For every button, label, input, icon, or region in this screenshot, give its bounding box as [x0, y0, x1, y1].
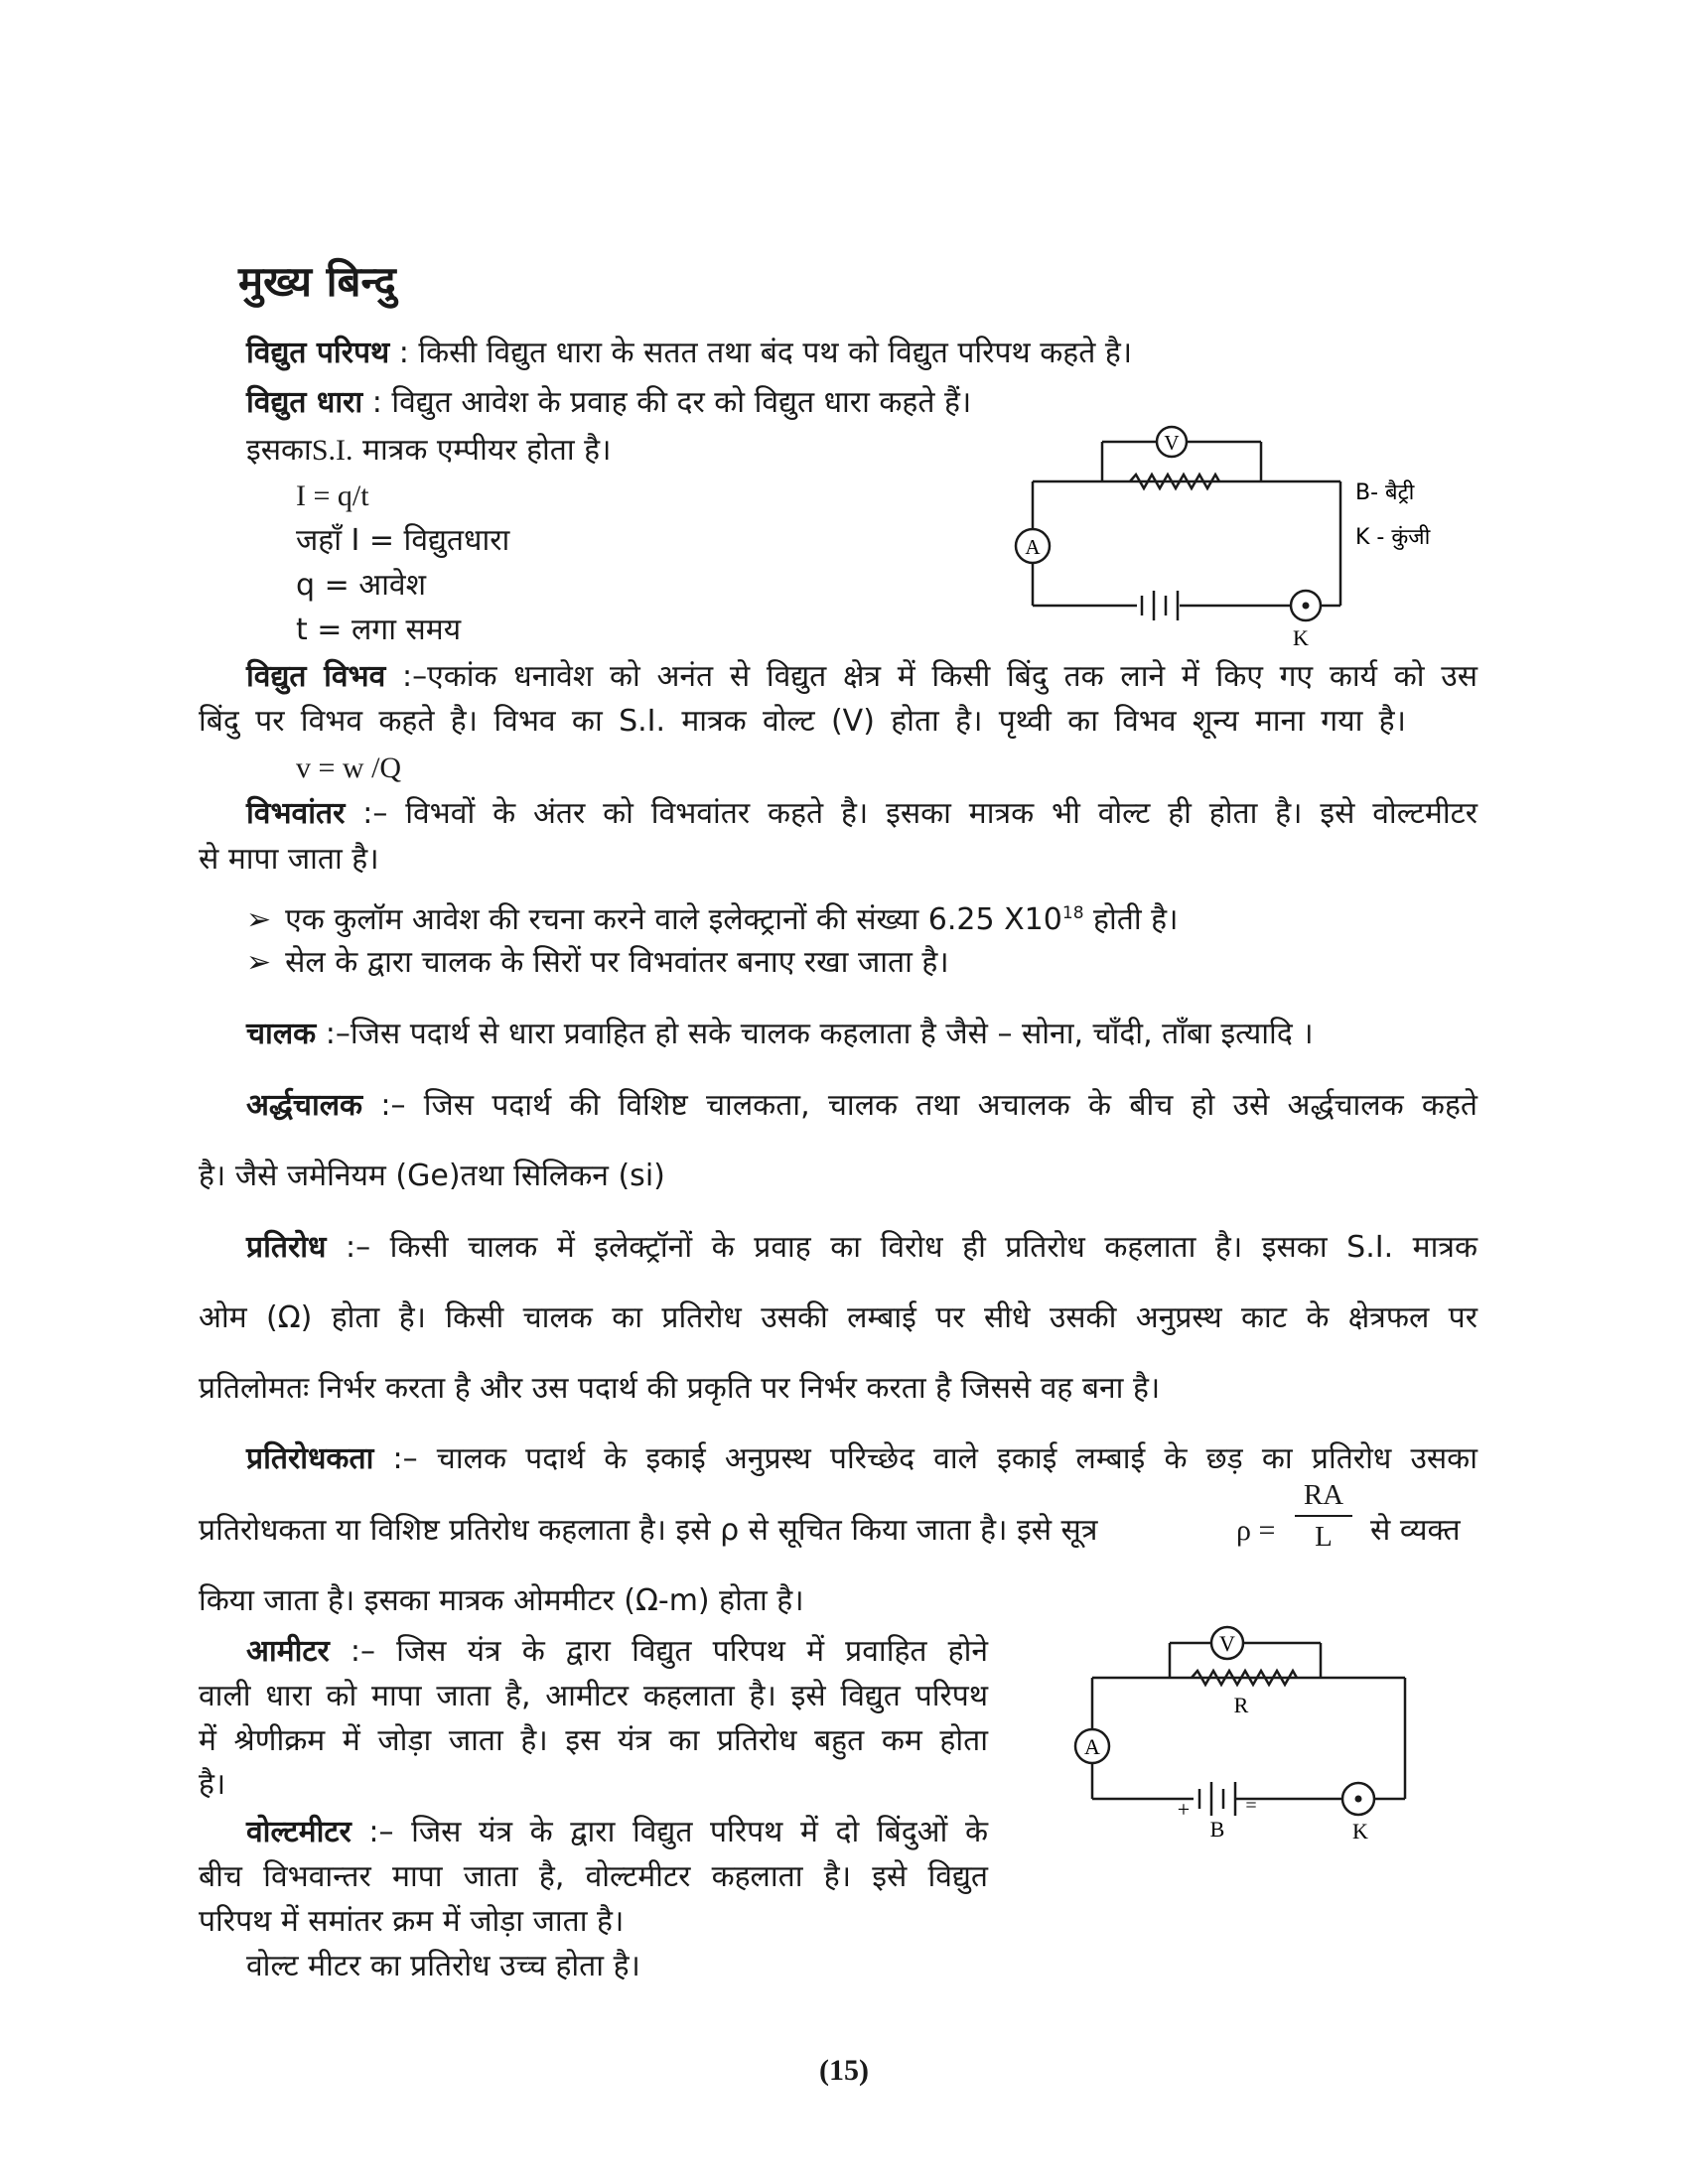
key-dot: [1355, 1796, 1362, 1803]
formula-where-charge: q = आवेश: [296, 568, 426, 603]
key-legend: K - कुंजी: [1355, 525, 1431, 550]
fraction-denominator: L: [1315, 1521, 1333, 1553]
term-conductor: चालक: [246, 1017, 317, 1051]
bullet-item-electrons: [246, 891, 1178, 942]
definition-text: विद्युत आवेश के प्रवाह की दर को विद्युत धारा कहते हैं।: [391, 385, 972, 420]
definition-resistance: [199, 1226, 1477, 1270]
si-label: S.I.: [311, 434, 353, 467]
unit-text: मात्रक एम्पीयर होता है।: [352, 433, 612, 468]
resistance-line-2: ओम (Ω) होता है। किसी चालक का प्रतिरोध उसकी लम्बाई पर सीधे उसकी अनुप्रस्थ काट के क्षेत्रफल पर: [199, 1300, 1477, 1335]
arrow-bullet-icon: ➢: [246, 902, 272, 937]
definition-semiconductor: [199, 1084, 1477, 1128]
separator: :–: [316, 1017, 351, 1051]
definition-text: जिस यंत्र के द्वारा विद्युत परिपथ में दो बिंदुओं के: [411, 1815, 988, 1849]
separator: :: [362, 385, 392, 420]
term-electric-current: विद्युत धारा: [246, 385, 363, 420]
ammeter-line-4: है।: [199, 1767, 226, 1802]
key-label: K: [1293, 625, 1309, 650]
current-formula: I = q/t: [296, 479, 369, 512]
voltmeter-line-3: परिपथ में समांतर क्रम में जोड़ा जाता है।: [199, 1904, 625, 1939]
potential-formula: v = w /Q: [296, 751, 402, 784]
definition-electric-potential: [199, 655, 1477, 699]
page-heading: मुख्य बिन्दु: [238, 257, 396, 306]
page-number: (15): [819, 2054, 869, 2087]
resistivity-line-2: प्रतिरोधकता या विशिष्ट प्रतिरोध कहलाता है। इसे ρ से सूचित किया जाता है। इसे सूत्र: [199, 1513, 1098, 1548]
term-resistance: प्रतिरोध: [246, 1230, 327, 1265]
exponent: 18: [1061, 903, 1084, 923]
definition-electric-circuit: [246, 332, 1132, 375]
rho-equals: ρ =: [1236, 1514, 1276, 1547]
separator: :–: [351, 1815, 412, 1849]
separator: :–: [329, 1634, 397, 1669]
voltmeter-label: V: [1164, 431, 1180, 455]
voltmeter-label: V: [1219, 1631, 1235, 1656]
voltmeter-line-4: वोल्ट मीटर का प्रतिरोध उच्च होता है।: [246, 1949, 640, 1983]
separator: :–: [362, 1088, 424, 1123]
term-ammeter: आमीटर: [246, 1634, 330, 1669]
key-label: K: [1352, 1819, 1368, 1843]
voltmeter-line-2: बीच विभवान्तर मापा जाता है, वोल्टमीटर कहलाता है। इसे विद्युत: [199, 1859, 988, 1894]
battery-minus-label: =: [1245, 1795, 1257, 1817]
term-electric-potential: विद्युत विभव: [246, 659, 386, 694]
definition-text: चालक पदार्थ के इकाई अनुप्रस्थ परिच्छेद वाले इकाई लम्बाई के छड़ का प्रतिरोध उसका: [436, 1441, 1477, 1476]
definition-ammeter: [199, 1630, 988, 1674]
definition-text: जिस पदार्थ से धारा प्रवाहित हो सके चालक कहलाता है जैसे – सोना, चाँदी, ताँबा इत्यादि ।: [350, 1017, 1314, 1051]
term-semiconductor: अर्द्धचालक: [246, 1088, 363, 1123]
bullet-text-end: होती है।: [1083, 902, 1179, 937]
formula-where-time: t = लगा समय: [296, 613, 462, 647]
term-potential-difference: विभवांतर: [246, 796, 346, 831]
fraction-bar: [1295, 1515, 1352, 1517]
circuit-diagram-2: [1053, 1618, 1430, 1856]
battery-legend: B- बैट्री: [1355, 480, 1415, 505]
current-unit-line: [246, 429, 611, 473]
term-resistivity: प्रतिरोधकता: [246, 1441, 374, 1476]
definition-resistivity: [199, 1437, 1477, 1481]
resistor-label: R: [1233, 1693, 1249, 1717]
fraction-numerator: RA: [1303, 1479, 1344, 1511]
definition-text: जिस यंत्र के द्वारा विद्युत परिपथ में प्रवाहित होने: [396, 1634, 988, 1669]
arrow-bullet-icon: ➢: [246, 945, 272, 980]
definition-text: जिस पदार्थ की विशिष्ट चालकता, चालक तथा अचालक के बीच हो उसे अर्द्धचालक कहते: [423, 1088, 1477, 1123]
separator: :–: [326, 1230, 390, 1265]
definition-text: एकांक धनावेश को अनंत से विद्युत क्षेत्र में किसी बिंदु तक लाने में किए गए कार्य को उस: [427, 659, 1477, 694]
resistivity-line-3: किया जाता है। इसका मात्रक ओममीटर (Ω-m) होता है।: [199, 1583, 804, 1618]
pd-line-2: से मापा जाता है।: [199, 842, 379, 877]
battery-plus-label: +: [1177, 1797, 1191, 1822]
separator: :–: [345, 796, 406, 831]
ammeter-label: A: [1084, 1734, 1100, 1759]
definition-electric-current: [246, 381, 971, 425]
ammeter-line-3: में श्रेणीक्रम में जोड़ा जाता है। इस यंत्र का प्रतिरोध बहुत कम होता: [199, 1723, 988, 1758]
definition-voltmeter: [199, 1811, 988, 1854]
ammeter-label: A: [1025, 535, 1041, 559]
bullet-item-cell: [246, 941, 949, 985]
unit-prefix: इसका: [246, 433, 312, 468]
ammeter-line-2: वाली धारा को मापा जाता है, आमीटर कहलाता है। इसे विद्युत परिपथ: [199, 1679, 988, 1713]
term-voltmeter: वोल्टमीटर: [246, 1815, 352, 1849]
definition-text: किसी चालक में इलेक्ट्रॉनों के प्रवाह का विरोध ही प्रतिरोध कहलाता है। इसका S.I. मात्रक: [389, 1230, 1477, 1265]
separator: :–: [373, 1441, 437, 1476]
separator: :: [389, 336, 419, 370]
resistivity-line-2-end: से व्यक्त: [1370, 1513, 1461, 1548]
separator: :–: [385, 659, 428, 694]
resistivity-fraction: [1291, 1477, 1356, 1555]
resistance-line-3: प्रतिलोमतः निर्भर करता है और उस पदार्थ की प्रकृति पर निर्भर करता है जिससे वह बना है।: [199, 1371, 1161, 1406]
semiconductor-line-2: है। जैसे जमेनियम (Ge)तथा सिलिकन (si): [199, 1159, 665, 1193]
definition-potential-difference: [199, 792, 1477, 836]
circuit-diagram-1: [1003, 422, 1470, 660]
definition-text: विभवों के अंतर को विभवांतर कहते है। इसका मात्रक भी वोल्ट ही होता है। इसे वोल्टमीटर: [405, 796, 1477, 831]
definition-conductor: [246, 1013, 1314, 1056]
bullet-text: सेल के द्वारा चालक के सिरों पर विभवांतर बनाए रखा जाता है।: [285, 945, 949, 980]
term-electric-circuit: विद्युत परिपथ: [246, 336, 390, 370]
battery-label: B: [1209, 1817, 1225, 1842]
definition-text: किसी विद्युत धारा के सतत तथा बंद पथ को विद्युत परिपथ कहते है।: [418, 336, 1133, 370]
formula-where-current: जहाँ I = विद्युतधारा: [296, 523, 510, 558]
potential-line-2: बिंदु पर विभव कहते है। विभव का S.I. मात्रक वोल्ट (V) होता है। पृथ्वी का विभव शून्य माना गया है।: [199, 704, 1406, 739]
bullet-text: एक कुलॉम आवेश की रचना करने वाले इलेक्ट्रानों की संख्या 6.25 X10: [285, 902, 1062, 937]
key-dot: [1303, 603, 1310, 610]
